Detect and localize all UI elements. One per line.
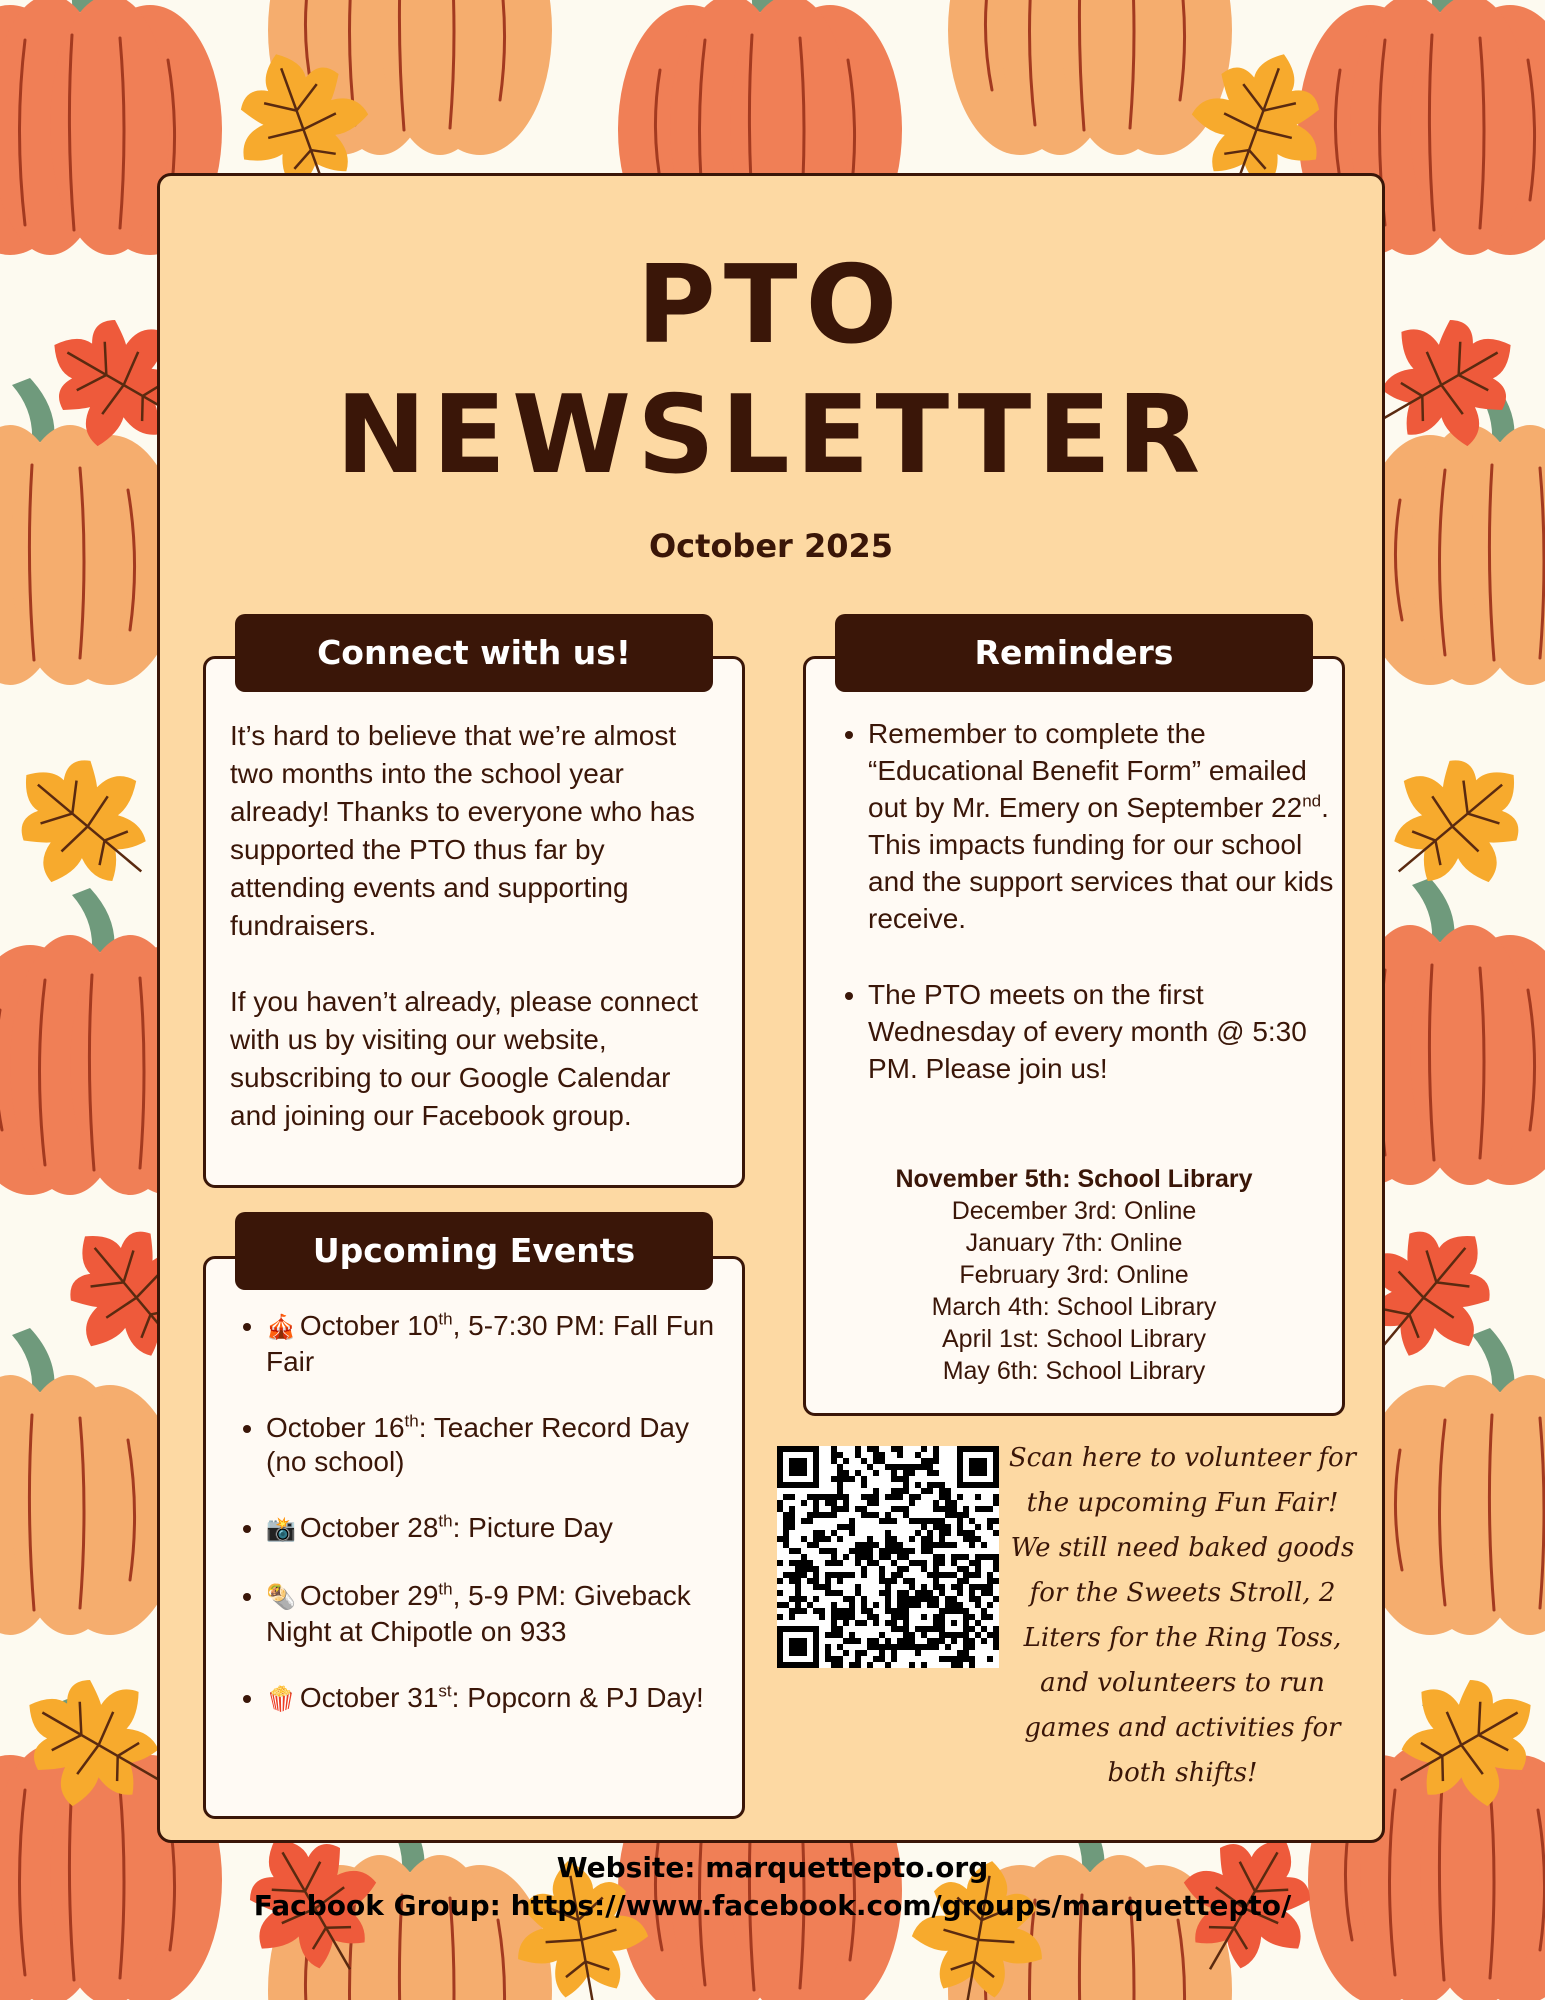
reminder-item-2: • The PTO meets on the first Wednesday of every month @ 5:30 PM. Please join us!: [868, 976, 1336, 1087]
connect-paragraph-1: It’s hard to believe that we’re almost two months into the school year already! Thanks to everyone who has supported the PTO thus far by attending events and supporting fundraisers.: [230, 720, 695, 941]
event-description: , 5-7:30 PM: Fall Fun Fair: [266, 1310, 715, 1377]
event-date: October 28: [299, 1512, 439, 1543]
meeting-date: December 3rd: Online: [951, 1197, 1197, 1225]
reminders-list: [806, 715, 1336, 1087]
events-box: [203, 1256, 745, 1819]
event-description: : Teacher Record Day (no school): [266, 1412, 689, 1477]
title-line-1: PTO: [636, 243, 906, 368]
event-date-suffix: th: [438, 1579, 453, 1599]
event-item: [266, 1511, 726, 1547]
meeting-date: February 3rd: Online: [959, 1261, 1189, 1289]
event-item: [266, 1309, 726, 1379]
meeting-schedule: [806, 1163, 1342, 1387]
event-date-suffix: th: [438, 1309, 453, 1329]
footer-facebook[interactable]: Facbook Group: https://www.facebook.com/groups/marquettepto/: [253, 1889, 1292, 1922]
meeting-date: April 1st: School Library: [941, 1325, 1206, 1353]
event-description: : Popcorn & PJ Day!: [451, 1682, 704, 1713]
reminders-heading: Reminders: [835, 614, 1313, 692]
events-heading: Upcoming Events: [235, 1212, 713, 1290]
meeting-date: March 4th: School Library: [931, 1293, 1217, 1321]
meeting-date: May 6th: School Library: [942, 1357, 1206, 1385]
event-date: October 10: [299, 1310, 439, 1341]
connect-heading: Connect with us!: [235, 614, 713, 692]
footer-website[interactable]: Website: marquettepto.org: [556, 1851, 989, 1884]
event-item: [266, 1411, 726, 1479]
event-date: October 29: [299, 1580, 439, 1611]
events-list: [206, 1309, 726, 1717]
title-line-2: NEWSLETTER: [335, 373, 1207, 498]
newsletter-card: [157, 173, 1385, 1843]
event-date: October 31: [299, 1682, 439, 1713]
reminder-item-1: • Remember to complete the “Educational Benefit Form” emailed out by Mr. Emery on September 22nd. This impacts funding for our school and the support services that our kids receive.: [868, 715, 1336, 937]
volunteer-qr-code[interactable]: [777, 1446, 999, 1668]
event-description: , 5-9 PM: Giveback Night at Chipotle on 933: [266, 1580, 691, 1647]
connect-paragraph-2: If you haven’t already, please connect with us by visiting our website, subscribing to our Google Calendar and joining our Facebook group.: [230, 986, 699, 1131]
qr-volunteer-note: Scan here to volunteer for the upcoming Fun Fair! We still need baked goods for the Sweets Stroll, 2 Liters for the Ring Toss, and volunteers to run games and activities for both shifts!: [1008, 1443, 1357, 1788]
event-item: [266, 1579, 726, 1649]
event-emoji-icon: 🌯: [266, 1584, 296, 1611]
reminders-box: [803, 656, 1345, 1416]
event-date-suffix: th: [404, 1411, 419, 1431]
event-date-suffix: th: [438, 1511, 453, 1531]
meeting-date: November 5th: School Library: [895, 1165, 1253, 1193]
newsletter-date: October 2025: [648, 527, 894, 565]
event-item: [266, 1681, 726, 1717]
event-emoji-icon: 🎪: [266, 1314, 296, 1341]
event-description: : Picture Day: [452, 1512, 613, 1543]
event-emoji-icon: 🍿: [266, 1686, 296, 1713]
event-emoji-icon: 📸: [266, 1516, 296, 1543]
event-date-suffix: st: [438, 1681, 452, 1701]
event-date: October 16: [266, 1412, 405, 1443]
meeting-date: January 7th: Online: [965, 1229, 1183, 1257]
connect-box: [203, 656, 745, 1188]
